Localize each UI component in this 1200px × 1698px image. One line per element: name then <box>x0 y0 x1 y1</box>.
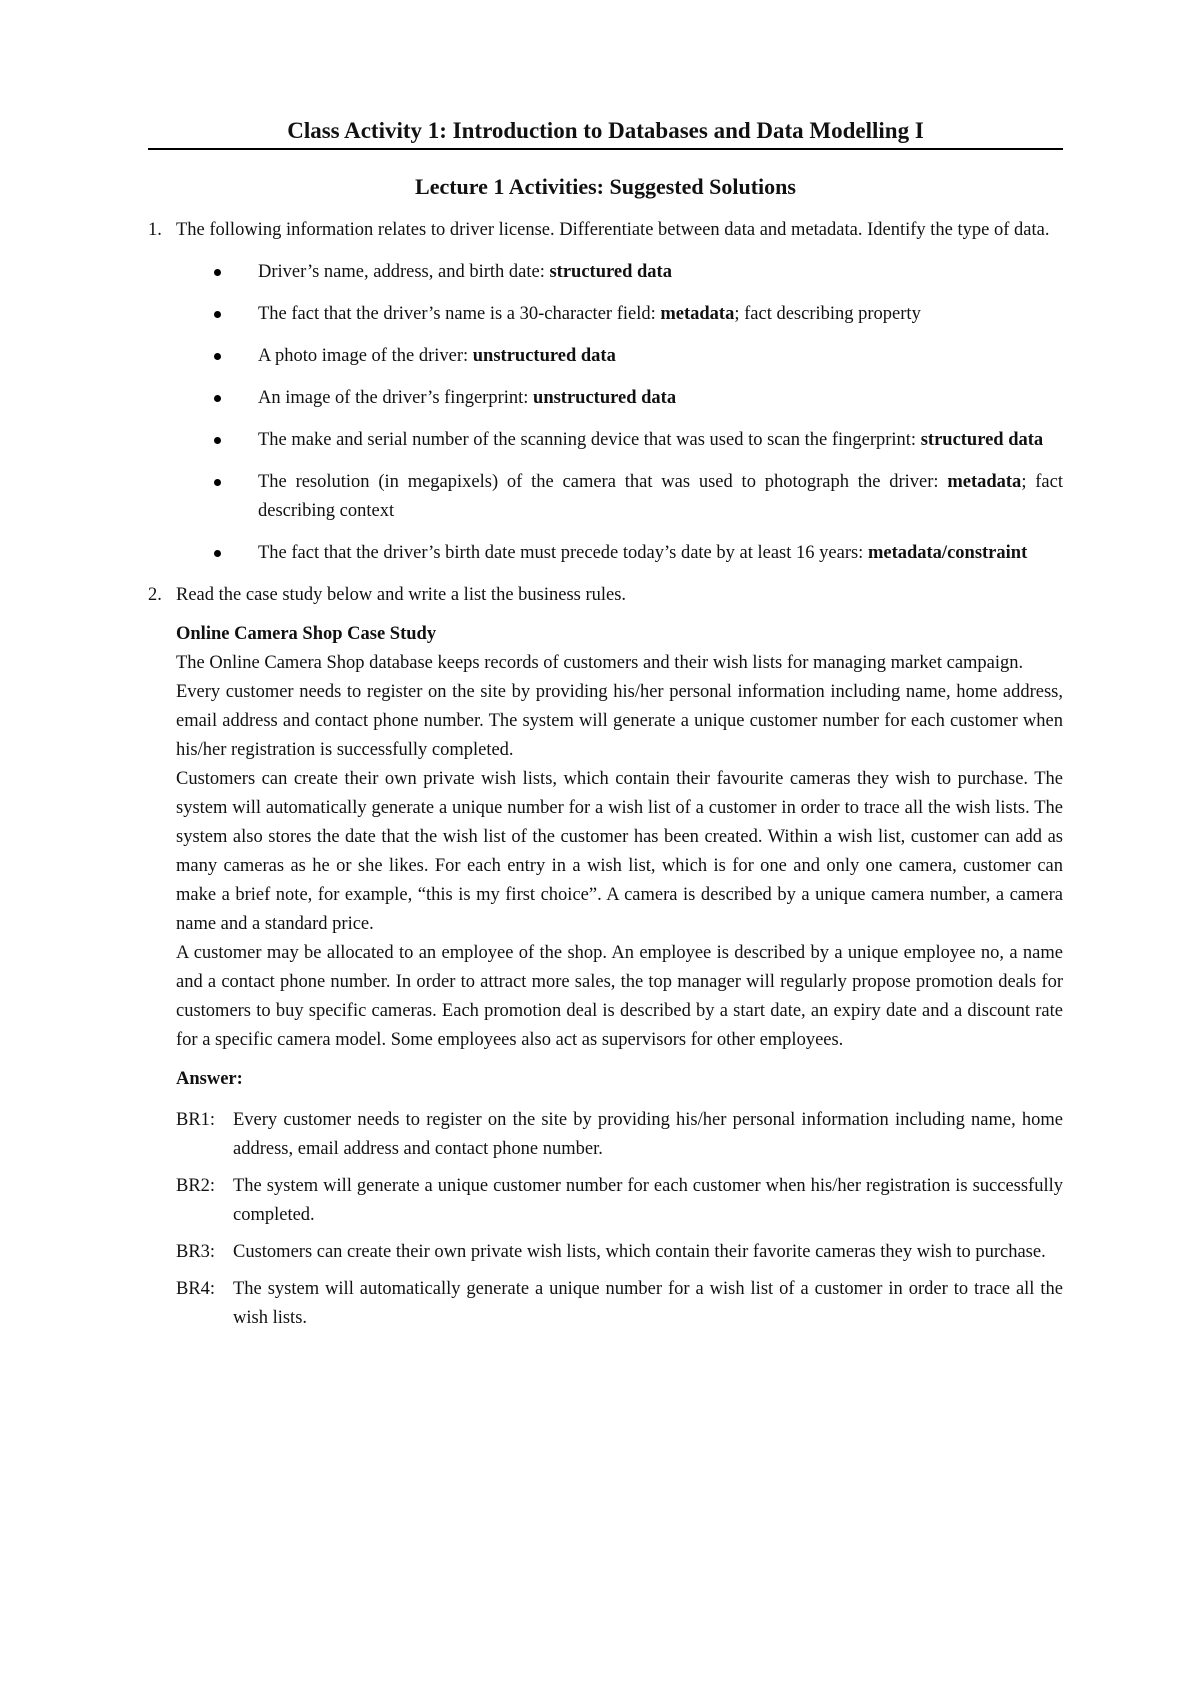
business-rule-text: The system will generate a unique customer number for each customer when his/her registration is successfully completed. <box>233 1176 1063 1225</box>
business-rule <box>176 1238 1063 1267</box>
bullet-note: ; fact describing context <box>258 472 1063 521</box>
bullet-text: A photo image of the driver: <box>258 346 473 366</box>
bullet-answer: metadata/constraint <box>867 543 1028 563</box>
bullet-item <box>258 258 1063 287</box>
case-paragraph: The Online Camera Shop database keeps records of customers and their wish lists for managing market campaign. <box>176 653 1024 673</box>
bullet-text: Driver’s name, address, and birth date: <box>258 262 550 282</box>
case-study-text <box>176 649 1063 1055</box>
business-rule-label: BR3: <box>176 1242 216 1262</box>
bullet-text: The resolution (in megapixels) of the camera that was used to photograph the driver: <box>258 472 948 492</box>
business-rule-label: BR2: <box>176 1176 216 1196</box>
question-1 <box>148 216 1063 568</box>
bullet-answer: metadata <box>947 472 1022 492</box>
bullet-item <box>258 384 1063 413</box>
bullet-item <box>258 300 1063 329</box>
business-rule <box>176 1106 1063 1164</box>
business-rule-text: The system will automatically generate a unique number for a wish list of a customer in order to trace all the wish lists. <box>233 1279 1063 1328</box>
business-rule <box>176 1275 1063 1333</box>
bullet-answer: metadata <box>660 304 735 324</box>
question-text: Read the case study below and write a list the business rules. <box>176 585 627 605</box>
bullet-text: The fact that the driver’s name is a 30-character field: <box>258 304 661 324</box>
case-study-title: Online Camera Shop Case Study <box>176 624 437 644</box>
bullet-answer: unstructured data <box>533 388 677 408</box>
bullet-text: An image of the driver’s fingerprint: <box>258 388 534 408</box>
bullet-icon <box>214 269 221 276</box>
bullet-icon <box>214 311 221 318</box>
business-rule <box>176 1172 1063 1230</box>
question-number: 1. <box>148 220 162 240</box>
case-paragraph: Every customer needs to register on the site by providing his/her personal information including name, home address, email address and contact phone number. The system will generate a unique customer number for each customer when his/her registration is successfully completed. <box>176 682 1063 760</box>
bullet-item <box>258 539 1063 568</box>
case-paragraph: A customer may be allocated to an employee of the shop. An employee is described by a unique employee no, a name and a contact phone number. In order to attract more sales, the top manager will regularly propose promotion deals for customers to buy specific cameras. Each promotion deal is described by a start date, an expiry date and a discount rate for a specific camera model. Some employees also act as supervisors for other employees. <box>176 943 1063 1050</box>
question-2 <box>148 581 1063 610</box>
document-subtitle: Lecture 1 Activities: Suggested Solutions <box>415 174 796 199</box>
bullet-text: The fact that the driver’s birth date must precede today’s date by at least 16 years: <box>258 543 868 563</box>
bullet-list <box>176 258 1063 568</box>
business-rule-label: BR4: <box>176 1279 216 1299</box>
bullet-answer: structured data <box>920 430 1044 450</box>
document-title: Class Activity 1: Introduction to Databases and Data Modelling I <box>148 116 1063 150</box>
bullet-icon <box>214 437 221 444</box>
business-rule-text: Every customer needs to register on the site by providing his/her personal information including name, home address, email address and contact phone number. <box>233 1110 1063 1159</box>
answer-label: Answer: <box>176 1069 243 1089</box>
case-paragraph: Customers can create their own private wish lists, which contain their favourite cameras they wish to purchase. The system will automatically generate a unique number for a wish list of a customer in order to trace all the wish lists. The system also stores the date that the wish list of the customer has been created. Within a wish list, customer can add as many cameras as he or she likes. For each entry in a wish list, which is for one and only one camera, customer can make a brief note, for example, “this is my first choice”. A camera is described by a unique camera number, a camera name and a standard price. <box>176 769 1063 934</box>
business-rule-label: BR1: <box>176 1110 216 1130</box>
bullet-text: The make and serial number of the scanning device that was used to scan the fingerprint: <box>258 430 921 450</box>
bullet-item <box>258 468 1063 526</box>
case-study <box>176 620 1063 1055</box>
question-text: The following information relates to driver license. Differentiate between data and metadata. Identify the type of data. <box>176 220 1050 240</box>
question-number: 2. <box>148 585 162 605</box>
bullet-icon <box>214 353 221 360</box>
bullet-answer: unstructured data <box>472 346 616 366</box>
bullet-icon <box>214 395 221 402</box>
business-rules-list <box>176 1106 1063 1333</box>
bullet-icon <box>214 479 221 486</box>
document-body <box>148 216 1063 1341</box>
bullet-icon <box>214 550 221 557</box>
bullet-item <box>258 342 1063 371</box>
business-rule-text: Customers can create their own private wish lists, which contain their favorite cameras they wish to purchase. <box>233 1242 1046 1262</box>
bullet-answer: structured data <box>549 262 672 282</box>
bullet-note: ; fact describing property <box>734 304 921 324</box>
bullet-item <box>258 426 1063 455</box>
